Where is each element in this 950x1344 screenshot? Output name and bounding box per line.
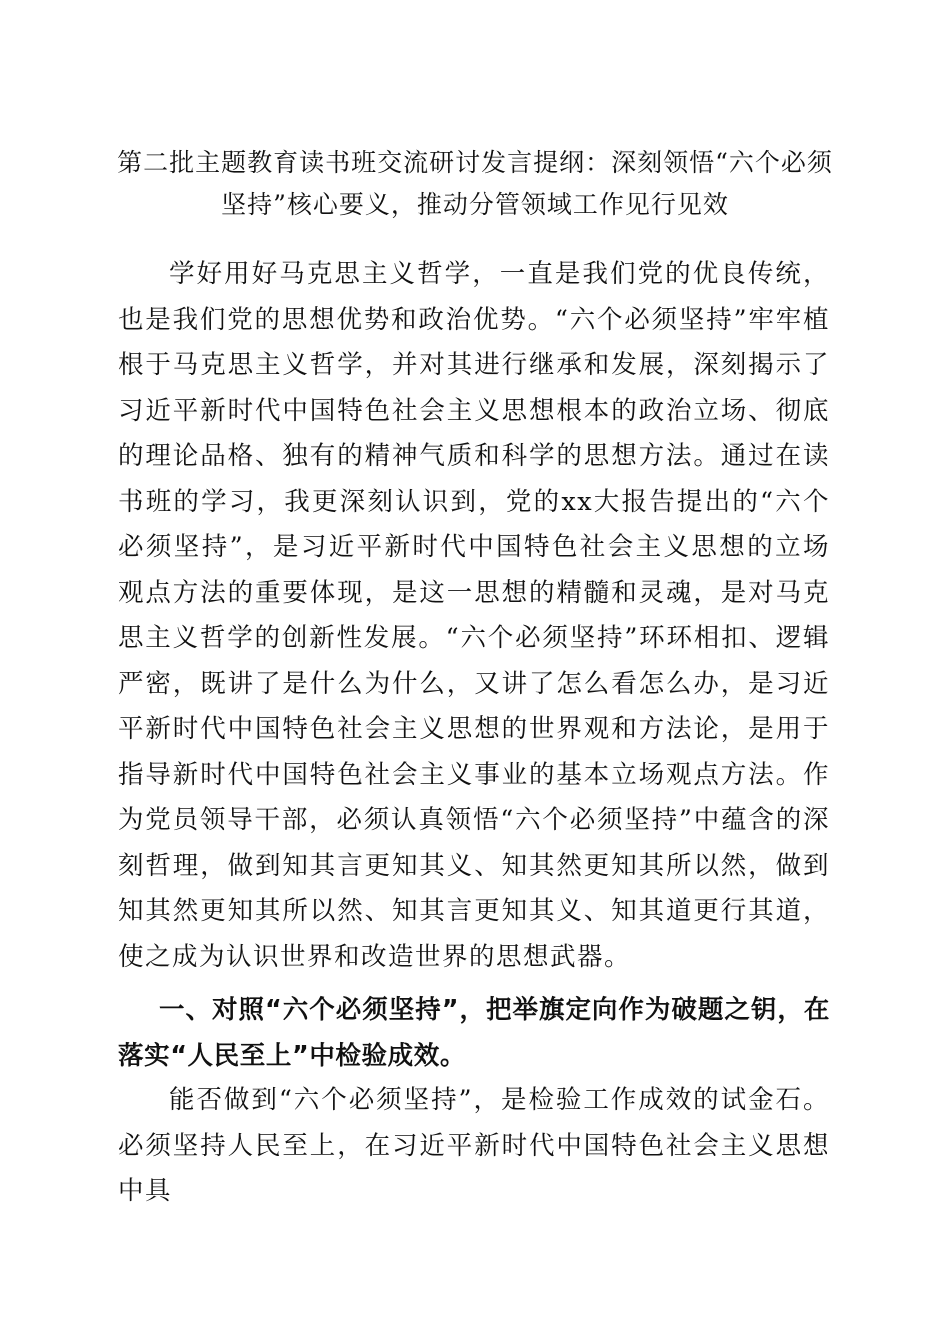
document-title: 第二批主题教育读书班交流研讨发言提纲：深刻领悟“六个必须坚持”核心要义，推动分管领域工作见行见效 (117, 148, 833, 219)
section-1-paragraph: 能否做到“六个必须坚持”，是检验工作成效的试金石。必须坚持人民至上，在习近平新时代中国特色社会主义思想中具 (118, 1085, 830, 1206)
section-heading-1: 一、对照“六个必须坚持”，把举旗定向作为破题之钥，在落实“人民至上”中检验成效。 (118, 995, 830, 1071)
intro-paragraph: 学好用好马克思主义哲学，一直是我们党的优良传统，也是我们党的思想优势和政治优势。“六个必须坚持”牢牢植根于马克思主义哲学，并对其进行继承和发展，深刻揭示了习近平新时代中国特色社会主义思想根本的政治立场、彻底的理论品格、独有的精神气质和科学的思想方法。通过在读书班的学习，我更深刻认识到，党的xx大报告提出的“六个必须坚持”，是习近平新时代中国特色社会主义思想的立场观点方法的重要体现，是这一思想的精髓和灵魂，是对马克思主义哲学的创新性发展。“六个必须坚持”环环相扣、逻辑严密，既讲了是什么为什么，又讲了怎么看怎么办，是习近平新时代中国特色社会主义思想的世界观和方法论，是用于指导新时代中国特色社会主义事业的基本立场观点方法。作为党员领导干部，必须认真领悟“六个必须坚持”中蕴含的深刻哲理，做到知其言更知其义、知其然更知其所以然，做到知其然更知其所以然、知其言更知其义、知其道更行其道，使之成为认识世界和改造世界的思想武器。 (118, 259, 830, 972)
